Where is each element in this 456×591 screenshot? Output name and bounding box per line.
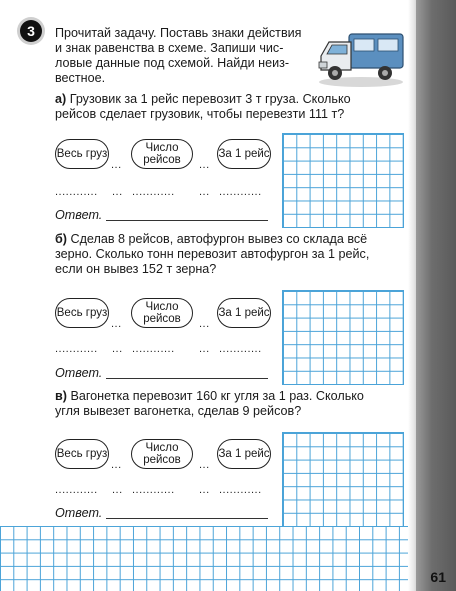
problem-b-line-3: если он вывез 152 т зерна? (55, 262, 217, 276)
problem-b-text-1: Сделав 8 рейсов, автофургон вывез со склада всё (70, 232, 368, 246)
problem-b-line-2: зерно. Сколько тонн перевозит автофургон за 1 рейс, (55, 247, 370, 261)
sign-blank-c-2[interactable]: ... (199, 459, 210, 471)
answer-label-c: Ответ. (55, 506, 103, 520)
sign-blank-a-3[interactable]: ... (112, 186, 123, 198)
sign-blank-b-4[interactable]: ... (199, 343, 210, 355)
problem-c-text-1: Вагонетка перевозит 160 кг угля за 1 раз. Сколько (70, 389, 364, 403)
answer-line-b[interactable] (106, 378, 268, 379)
book-spine (416, 0, 456, 591)
intro-line-4: вестное. (55, 71, 106, 85)
sign-blank-c-4[interactable]: ... (199, 484, 210, 496)
sign-blank-a-2[interactable]: ... (199, 159, 210, 171)
sign-blank-b-1[interactable]: ... (111, 318, 122, 330)
grid-c[interactable] (282, 432, 404, 527)
problem-a-text-1: Грузовик за 1 рейс перевозит 3 т груза. Сколько (69, 92, 351, 106)
intro-line-2: и знак равенства в схеме. Запиши чис- (55, 41, 284, 55)
answer-label-a: Ответ. (55, 208, 103, 222)
number-blank-c-2[interactable]: ............ (132, 484, 175, 496)
intro-line-3: ловые данные под схемой. Найди неиз- (55, 56, 290, 70)
oval-a-per-trip: За 1 рейс (217, 139, 271, 169)
sign-blank-b-2[interactable]: ... (199, 318, 210, 330)
oval-c-total: Весь груз (55, 439, 109, 469)
intro-line-1: Прочитай задачу. Поставь знаки действия (55, 26, 302, 40)
number-blank-b-3[interactable]: ............ (219, 343, 262, 355)
oval-a-total: Весь груз (55, 139, 109, 169)
truck-picture (315, 26, 407, 88)
number-blank-c-1[interactable]: ............ (55, 484, 98, 496)
grid-a[interactable] (282, 133, 404, 228)
problem-b-letter: б) (55, 232, 67, 246)
answer-label-b: Ответ. (55, 366, 103, 380)
sign-blank-c-1[interactable]: ... (111, 459, 122, 471)
page-number: 61 (430, 569, 446, 585)
sign-blank-a-4[interactable]: ... (199, 186, 210, 198)
oval-c-count: Число рейсов (131, 439, 193, 469)
number-blank-a-1[interactable]: ............ (55, 186, 98, 198)
sign-blank-b-3[interactable]: ... (112, 343, 123, 355)
problem-c-line-2: угля вывезет вагонетка, сделав 9 рейсов? (55, 404, 302, 418)
problem-a-line-2: рейсов сделает грузовик, чтобы перевезти 111 т? (55, 107, 345, 121)
sign-blank-c-3[interactable]: ... (112, 484, 123, 496)
problem-b-line-1 (55, 232, 367, 248)
answer-line-c[interactable] (106, 518, 268, 519)
oval-b-per-trip: За 1 рейс (217, 298, 271, 328)
oval-b-count: Число рейсов (131, 298, 193, 328)
number-blank-b-1[interactable]: ............ (55, 343, 98, 355)
task-number-badge: 3 (20, 20, 42, 42)
number-blank-c-3[interactable]: ............ (219, 484, 262, 496)
oval-b-total: Весь груз (55, 298, 109, 328)
grid-b[interactable] (282, 290, 404, 385)
problem-c-letter: в) (55, 389, 67, 403)
sign-blank-a-1[interactable]: ... (111, 159, 122, 171)
oval-c-per-trip: За 1 рейс (217, 439, 271, 469)
problem-c-line-1 (55, 389, 364, 405)
number-blank-b-2[interactable]: ............ (132, 343, 175, 355)
answer-line-a[interactable] (106, 220, 268, 221)
bottom-grid-strip (0, 526, 416, 591)
number-blank-a-3[interactable]: ............ (219, 186, 262, 198)
problem-a-letter: а) (55, 92, 67, 106)
number-blank-a-2[interactable]: ............ (132, 186, 175, 198)
problem-a-line-1 (55, 92, 351, 108)
oval-a-count: Число рейсов (131, 139, 193, 169)
